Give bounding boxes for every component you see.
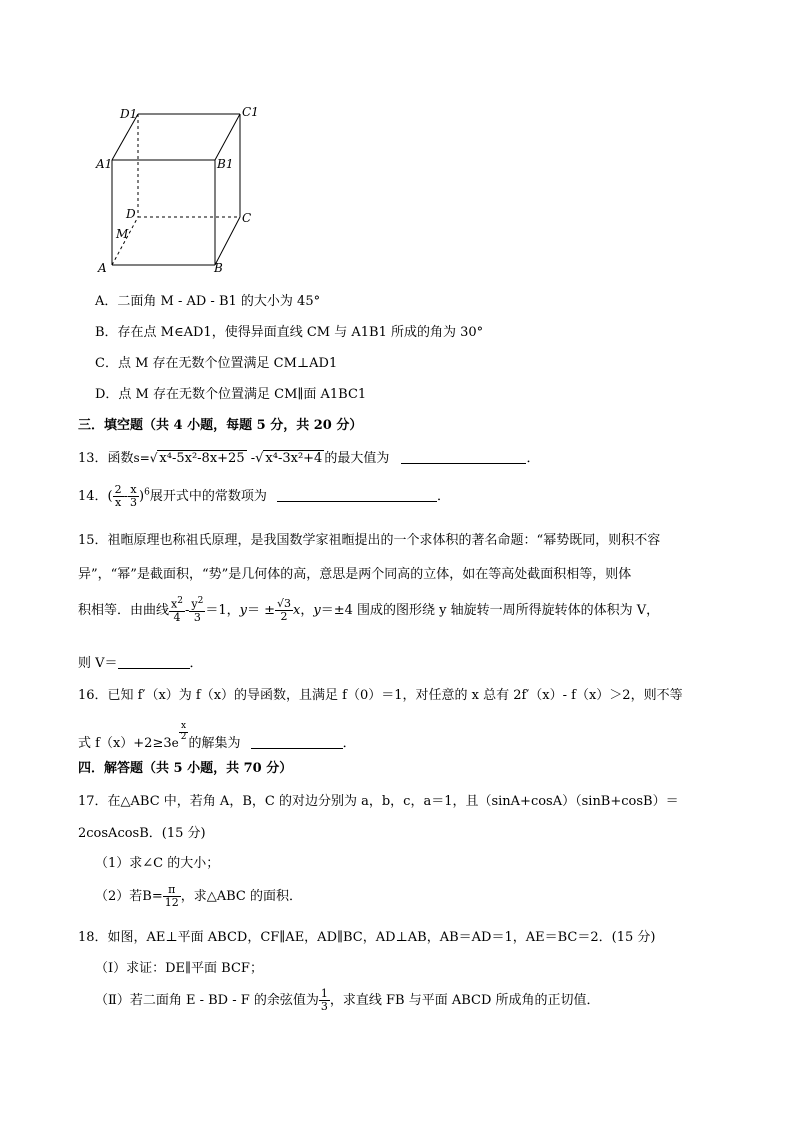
q12-option-a: A．二面角 M - AD - B1 的大小为 45° bbox=[95, 294, 321, 309]
label-B1: B1 bbox=[217, 157, 234, 171]
question-18-sub2: （Ⅱ）若二面角 E - BD - F 的余弦值为 $\frac{1}{3}$ ，求直线 FB 与平面 ABCD 所成角的正切值． bbox=[95, 987, 600, 1014]
q18-line1: 18．如图，AE⊥平面 ABCD，CF∥AE，AD∥BC，AD⊥AB，AB＝AD＝1，AE＝BC＝2．(15 分) bbox=[78, 930, 656, 945]
question-15-line4: 则 V＝ ． bbox=[78, 656, 203, 671]
label-C: C bbox=[242, 211, 252, 225]
q17-line2: 2cosAcosB．(15 分) bbox=[78, 826, 206, 841]
q16-line2-suffix: 的解集为 bbox=[188, 735, 241, 751]
q16-line1: 16．已知 f′（x）为 f（x）的导函数，且满足 f（0）＝1，对任意的 x 总有 2f′（x）- f（x）＞2，则不等 bbox=[78, 688, 683, 703]
q13-suffix: 的最大值为 bbox=[324, 451, 390, 466]
q15-line3-prefix: 积相等．由曲线 bbox=[78, 602, 170, 618]
q14-frac-2x: $\frac{2}{x}$ bbox=[114, 483, 122, 510]
q17-sub2-suffix: ，求△ABC 的面积． bbox=[180, 889, 302, 905]
q14-answer-blank[interactable] bbox=[277, 489, 437, 502]
question-16-line2: 式 f（x）+2≥3e $\frac{x}{2}$ 的解集为 ． bbox=[78, 721, 356, 751]
q17-line1: 17．在△ABC 中，若角 A，B，C 的对边分别为 a，b，c，a＝1，且（sinA+cosA）（sinB+cosB）＝ bbox=[78, 794, 679, 809]
q13-expr1: x⁴-5x²-8x+25 bbox=[159, 451, 245, 466]
question-17-sub2: （2）若B= $\frac{\pi}{12}$ ，求△ABC 的面积． bbox=[95, 883, 302, 910]
q14-prefix: 14． bbox=[78, 489, 108, 505]
q15-line2: 异”，“幂”是截面积，“势”是几何体的高，意思是两个同高的立体，如在等高处截面积相等，则体 bbox=[78, 567, 632, 582]
section-3-title: 三．填空题（共 4 小题，每题 5 分，共 20 分） bbox=[78, 418, 363, 433]
q17-sub2-prefix: （2）若 bbox=[95, 889, 143, 905]
q13-answer-blank[interactable] bbox=[401, 451, 526, 464]
q13-expr2: x⁴-3x²+4 bbox=[265, 451, 323, 466]
q12-option-b: B．存在点 M∈AD1，使得异面直线 CM 与 A1B1 所成的角为 30° bbox=[95, 325, 484, 340]
question-14: 14．( $\frac{2}{x}$ - $\frac{x}{3}$ )$^6$展开式中的常数项为 ． bbox=[78, 483, 451, 510]
q17-sub1: （1）求∠C 的大小； bbox=[95, 856, 220, 871]
q15-line1: 15．祖暅原理也称祖氏原理，是我国数学家祖暅提出的一个求体积的著名命题：“幂势既同，则积不容 bbox=[78, 533, 661, 548]
q16-line2-prefix: 式 f（x）+2≥3 bbox=[78, 735, 172, 751]
q12-option-c: C．点 M 存在无数个位置满足 CM⊥AD1 bbox=[95, 356, 338, 371]
question-15-line3: 积相等．由曲线 $\frac{x^2}{4}$ - $\frac{y^2}{3}$ ＝1，y＝ ± $\frac{√3}{2}$ x，y＝±4 围成的图形绕 y 轴旋转一周所得旋转体的体积为 V， bbox=[78, 596, 660, 624]
q14-frac-x3: $\frac{x}{3}$ bbox=[130, 483, 138, 510]
q16-answer-blank[interactable] bbox=[251, 736, 343, 749]
q13-prefix: 13．函数 bbox=[78, 451, 134, 466]
label-M: M bbox=[116, 227, 129, 241]
label-D1: D1 bbox=[120, 107, 138, 121]
q18-sub1: （Ⅰ）求证：DE∥平面 BCF； bbox=[95, 961, 263, 976]
label-A1: A1 bbox=[96, 157, 113, 171]
cube-figure bbox=[90, 100, 270, 285]
q12-option-d: D．点 M 存在无数个位置满足 CM∥面 A1BC1 bbox=[95, 387, 367, 402]
q18-sub2-suffix: ，求直线 FB 与平面 ABCD 所成角的正切值． bbox=[329, 993, 600, 1009]
question-13: 13．函数s=√ x⁴-5x²-8x+25 -√ x⁴-3x²+4 的最大值为 ． bbox=[78, 451, 540, 466]
q18-sub2-prefix: （Ⅱ）若二面角 E - BD - F 的余弦值为 bbox=[95, 993, 319, 1009]
section-4-title: 四．解答题（共 5 小题，共 70 分） bbox=[78, 761, 293, 776]
label-A: A bbox=[98, 261, 107, 275]
q14-suffix: 展开式中的常数项为 bbox=[149, 489, 267, 505]
label-B: B bbox=[214, 261, 223, 275]
label-D: D bbox=[126, 207, 136, 221]
q15-answer-blank[interactable] bbox=[118, 656, 190, 669]
q15-line3-suffix: 围成的图形绕 y 轴旋转一周所得旋转体的体积为 V， bbox=[357, 602, 660, 618]
q15-line4: 则 V＝ bbox=[78, 656, 118, 671]
label-C1: C1 bbox=[242, 105, 259, 119]
